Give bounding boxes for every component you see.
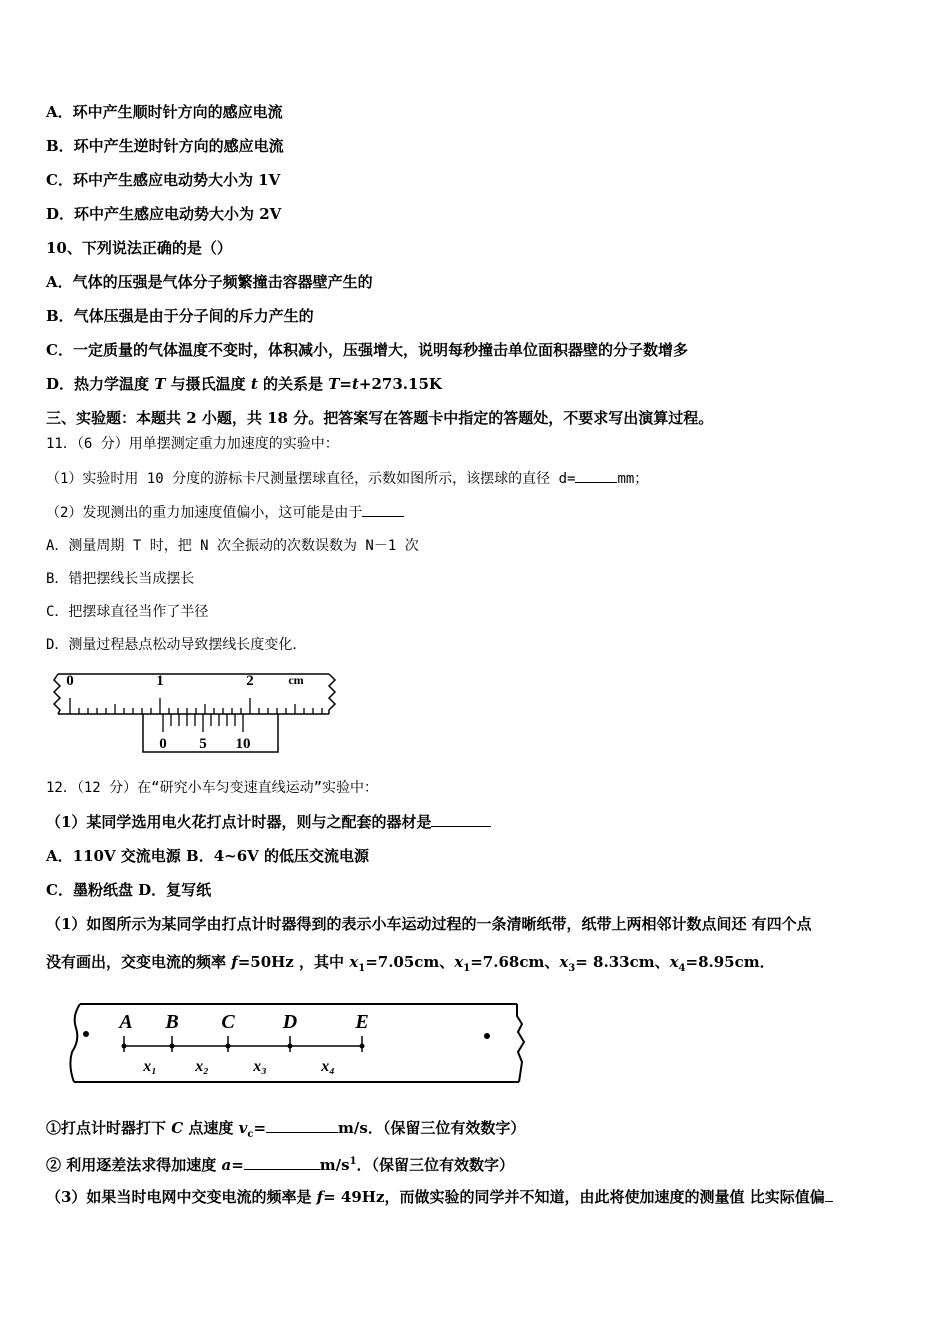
answer-blank[interactable] [575,468,617,483]
q12-options-cd: C．墨粉纸盘 D．复写纸 [46,881,212,899]
q10-option-c: C．一定质量的气体温度不变时，体积减小，压强增大，说明每秒撞击单位面积器壁的分子数增多 [46,341,688,359]
answer-blank[interactable] [244,1155,320,1170]
answer-blank[interactable] [362,502,404,517]
q12-part3: （3）如果当时电网中交变电流的频率是 f= 49Hz，而做实验的同学并不知道，由此将使加速度的测量值 比实际值偏 [46,1187,833,1207]
q10-option-d: D．热力学温度 T 与摄氏温度 t 的关系是 T=t+273.15K [46,375,442,393]
main-scale-label: 1 [156,673,164,689]
q9-option-b: B．环中产生逆时针方向的感应电流 [46,137,284,155]
q11-stem: 11．（6 分）用单摆测定重力加速度的实验中： [46,436,339,452]
q11-part2: （2）发现测出的重力加速度值偏小，这可能是由于 [46,502,404,523]
q12-sub1: ①打点计时器打下 C 点速度 $v_c= m/s$．（保留三位有效数字） [46,1119,526,1140]
main-scale-label: 2 [246,673,254,689]
q11-option-b: B．错把摆线长当成摆长 [46,571,195,587]
vernier-caliper-figure [46,664,346,758]
segment-label: x₄ [321,1058,335,1075]
q12-part2-line1: （1）如图所示为某同学由打点计时器得到的表示小车运动过程的一条清晰纸带，纸带上两相邻计数点间还 有四个点 [46,915,812,933]
q11-part1: （1）实验时用 10 分度的游标卡尺测量摆球直径，示数如图所示，该摆球的直径 d= mm； [46,468,648,489]
section3-heading: 三、实验题：本题共 2 小题，共 18 分。把答案写在答题卡中指定的答题处，不要求写出演算过程。 [46,409,714,427]
tape-point-label: C [221,1011,235,1033]
vernier-label: 10 [235,736,251,752]
q10-stem: 10、下列说法正确的是（） [46,239,232,257]
q11-option-a: A．测量周期 T 时，把 N 次全振动的次数误数为 N－1 次 [46,538,419,554]
q12-options-ab: A．110V 交流电源 B．4~6V 的低压交流电源 [46,847,370,865]
answer-blank[interactable] [431,812,491,827]
unit-label: cm [288,673,304,687]
vernier-label: 5 [199,736,207,752]
vernier-label: 0 [159,736,167,752]
segment-label: x₃ [253,1058,267,1075]
q12-stem: 12．（12 分）在“研究小车匀变速直线运动”实验中： [46,780,378,796]
q10-option-b: B．气体压强是由于分子间的斥力产生的 [46,307,314,325]
q11-option-d: D．测量过程悬点松动导致摆线长度变化． [46,637,307,653]
main-scale-label: 0 [66,673,74,689]
q10-option-a: A．气体的压强是气体分子频繁撞击容器壁产生的 [46,273,373,291]
tape-point-label: A [119,1011,133,1033]
tape-point-label: D [282,1011,298,1033]
tape-point-label: B [165,1011,179,1033]
q9-option-c: C．环中产生感应电动势大小为 1V [46,171,281,189]
q9-option-a: A．环中产生顺时针方向的感应电流 [46,103,283,121]
q9-option-d: D．环中产生感应电动势大小为 2V [46,205,282,223]
segment-label: x₁ [143,1058,157,1075]
q12-part1: （1）某同学选用电火花打点计时器，则与之配套的器材是 [46,812,491,832]
q12-sub2: ② 利用逐差法求得加速度 $a= m/s^1$．（保留三位有效数字） [46,1156,515,1174]
segment-label: x₂ [195,1058,209,1075]
tape-dot [484,1033,490,1039]
tape-point-label: E [355,1011,369,1033]
q11-option-c: C．把摆球直径当作了半径 [46,604,209,620]
answer-blank[interactable] [266,1118,338,1133]
q12-part2-line2: 没有画出，交变电流的频率 f=50Hz ，其中 $x_1=7.05cm$、$x_1=7.68cm$、$x_3= 8.33cm$、$x_4=8.95cm$． [46,953,775,974]
paper-tape-figure [62,996,532,1088]
tape-dot [83,1031,89,1037]
answer-blank[interactable] [825,1187,833,1202]
